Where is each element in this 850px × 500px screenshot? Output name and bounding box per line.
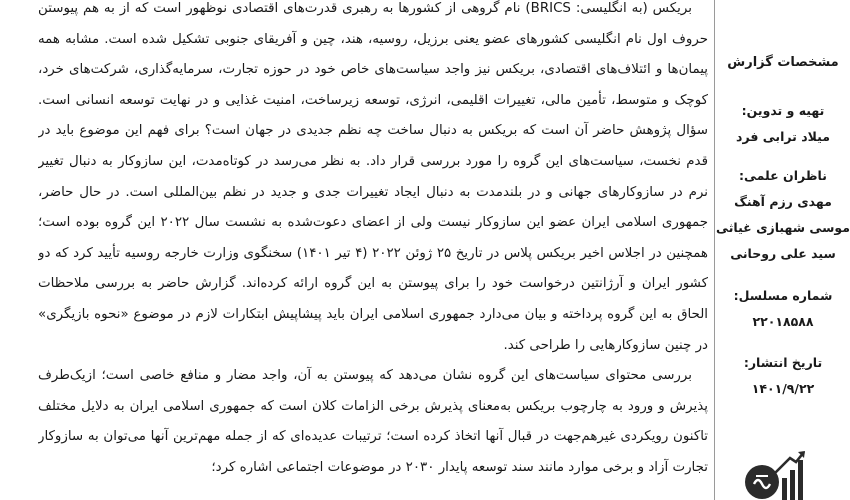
research-center-logo-icon [738,450,810,500]
publish-date-value: ۱۴۰۱/۹/۲۲ [751,381,815,396]
supervisors-block [716,163,850,267]
sidebar-title: مشخصات گزارش [727,55,839,70]
supervisor-name: سید علی روحانی [730,246,836,261]
report-body [38,0,708,500]
supervisors-label: ناظران علمی: [739,168,827,183]
publish-date-label: تاریخ انتشار: [743,355,823,370]
supervisor-name: مهدی رزم آهنگ [734,194,832,209]
prepared-by-name: میلاد ترابی فرد [736,129,830,144]
report-details-sidebar [716,0,850,500]
column-divider [714,0,715,500]
paragraph-2: بررسی محتوای سیاست‌های این گروه نشان می‌دهد که پیوستن به آن، واجد مضار و منافع خاصی است؛ ازیک‌طرف پذیرش و ورود به چارچوب بریکس به‌معنای پذیرش برخی الزامات کلان است که جمهوری اسلامی ایران به دلایل مختلف تاکنون رویکردی غیرهم‌جهت در قبال آنها اتخاذ کرده است؛ ترتیبات عدیده‌ای که از جمله مهم‌ترین آنها می‌توان به سازوکار تجارت آزاد و برخی موارد مانند سند توسعه پایدار ۲۰۳۰ در موضوعات اجتماعی اشاره کرد؛ [38,368,708,475]
serial-number-block [716,283,850,335]
prepared-by-label: تهیه و تدوین: [741,103,825,118]
serial-number-label: شماره مسلسل: [733,288,833,303]
paragraph-1: بریکس (به انگلیسی: BRICS) نام گروهی از کشورها به رهبری قدرت‌های اقتصادی نوظهور است که از به هم پیوستن حروف اول نام انگلیسی کشورهای عضو یعنی برزیل، روسیه، هند، چین و آفریقای جنوبی تشکیل شده است. مشابه همه پیمان‌ها و ائتلاف‌های اقتصادی، بریکس نیز واجد سیاست‌های خاص خود در حوزه تجارت، سرمایه‌گذاری، شرکت‌های خرد، کوچک و متوسط، تأمین مالی، تغییرات اقلیمی، انرژی، توسعه زیرساخت، امنیت غذایی و در نهایت توسعه انسانی است. سؤال پژوهش حاضر آن است که بریکس به دنبال ساخت چه نظم جدیدی در جهان است؟ برای فهم این موضوع باید در قدم نخست، سیاست‌های این گروه را مورد بررسی قرار داد. به نظر می‌رسد در کوتاه‌مدت، این سازوکار به دنبال تغییر نرم در سازوکارهای جهانی و در بلندمدت به دنبال ایجاد تغییرات جدی و جدید در نظم بین‌المللی است. در حال حاضر، جمهوری اسلامی ایران عضو این سازوکار نیست ولی از اعضای دعوت‌شده به نشست سال ۲۰۲۲ این گروه بوده است؛ همچنین در اجلاس اخیر بریکس پلاس در تاریخ ۲۵ ژوئن ۲۰۲۲ (۴ تیر ۱۴۰۱) سخنگوی وزارت خارجه روسیه تأیید کرد که دو کشور ایران و آرژانتین درخواست خود را برای پیوستن به این گروه ارائه کرده‌اند. گزارش حاضر به بررسی ملاحظات الحاق به این گروه پرداخته و بیان می‌دارد جمهوری اسلامی ایران باید پیشاپیش ابتکارات لازم در موضوع «نحوه بازیگری» در چنین سازوکارهایی را طراحی کند. [38,1,708,353]
prepared-by-block [716,98,850,150]
supervisor-name: موسی شهبازی غیاثی [716,220,850,235]
serial-number-value: ۲۲۰۱۸۵۸۸ [752,314,814,329]
publish-date-block [716,350,850,402]
